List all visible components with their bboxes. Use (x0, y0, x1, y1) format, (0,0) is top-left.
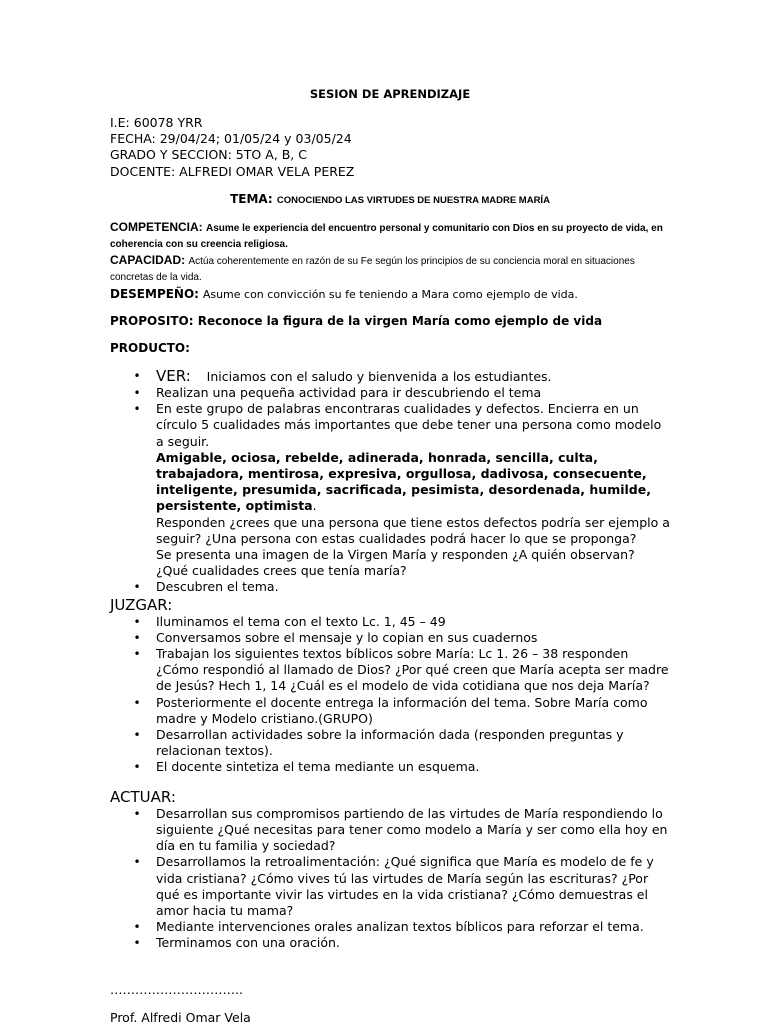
actuar-item-text: Desarrollamos la retroalimentación: ¿Qué significa que María es modelo de fe y vida cristiana? ¿Cómo vives tú las virtudes de María según las escrituras? ¿Por qué es importante vivir las virtudes en la vida cristiana? ¿Cómo demuestras el amor hacia tu mama? (156, 854, 654, 918)
bullet-icon: • (133, 647, 141, 662)
capacidad-block (110, 253, 670, 285)
ver-item (133, 579, 670, 595)
juzgar-item (133, 629, 670, 646)
juzgar-item-text: Iluminamos el tema con el texto Lc. 1, 45 – 49 (156, 613, 446, 629)
juzgar-item (133, 694, 670, 727)
tema-label: TEMA: (230, 191, 273, 206)
ver-item (133, 385, 670, 401)
bullet-icon: • (133, 580, 141, 595)
bullet-icon: • (133, 368, 141, 383)
juzgar-heading: JUZGAR: (110, 595, 173, 614)
actuar-list (110, 806, 670, 952)
tema-value: CONOCIENDO LAS VIRTUDES DE NUESTRA MADRE MARÍA (276, 194, 550, 206)
actuar-item (133, 805, 670, 855)
actuar-item (133, 935, 670, 951)
header-ie: I.E: 60078 YRR (110, 115, 203, 130)
desempeno-block (110, 287, 670, 302)
ver-activity-item (133, 401, 670, 579)
juzgar-item (133, 646, 670, 695)
desempeno-text: Asume con convicción su fe teniendo a Mara como ejemplo de vida. (202, 287, 578, 301)
bullet-icon: • (133, 630, 141, 645)
juzgar-item (133, 727, 670, 759)
competencia-text: Asume le experiencia del encuentro personal y comunitario con Dios en su proyecto de vida, en coherencia con su creencia religiosa. (110, 222, 663, 250)
bullet-icon: • (133, 386, 141, 401)
ver-word-list: Amigable, ociosa, rebelde, adinerada, honrada, sencilla, culta, trabajadora, mentirosa, expresiva, orgullosa, dadivosa, consecuente, inteligente, presumida, sacrificada, pesimista, desordenada, humilde, persistente, optimista (156, 449, 651, 514)
juzgar-item-text: Trabajan los siguientes textos bíblicos sobre María: Lc 1. 26 – 38 responden ¿Cómo respondió al llamado de Dios? ¿Por qué creen que María acepta ser madre de Jesús? Hech 1, 14 ¿Cuál es el modelo de vida cotidiana que nos deja María? (156, 646, 669, 694)
juzgar-item-text: El docente sintetiza el tema mediante un esquema. (156, 759, 480, 775)
header-grado: GRADO Y SECCION: 5TO A, B, C (110, 147, 307, 163)
bullet-icon: • (133, 614, 141, 629)
header-docente: DOCENTE: ALFREDI OMAR VELA PEREZ (110, 163, 355, 179)
signature-dots: ………………………….. (110, 981, 243, 997)
juzgar-item-text: Conversamos sobre el mensaje y lo copian en sus cuadernos (156, 629, 538, 645)
juzgar-item-text: Desarrollan actividades sobre la información dada (responden preguntas y relacionan textos). (156, 727, 624, 759)
competencia-label: COMPETENCIA: (110, 219, 203, 234)
capacidad-text: Actúa coherentemente en razón de su Fe según los principios de su conciencia moral en situaciones concretas de la vida. (110, 255, 635, 283)
bullet-icon: • (133, 806, 141, 821)
ver-heading: VER: (156, 366, 191, 385)
bullet-icon: • (133, 920, 141, 935)
ver-last-text: Descubren el tema. (156, 579, 279, 595)
actuar-item (133, 854, 670, 919)
competencia-block (110, 220, 670, 252)
juzgar-list (110, 614, 670, 776)
actuar-item (133, 919, 670, 935)
header-fecha: FECHA: 29/04/24; 01/05/24 y 03/05/24 (110, 131, 352, 147)
ver-word-list-end: . (312, 498, 317, 514)
bullet-icon: • (133, 695, 141, 710)
ver-question-2: Se presenta una imagen de la Virgen María y responden ¿A quién observan? ¿Qué cualidades crees que tenía maría? (156, 547, 635, 579)
bullet-icon: • (133, 402, 141, 417)
ver-item (133, 366, 670, 385)
ver-item-text: Realizan una pequeña actividad para ir descubriendo el tema (156, 385, 542, 401)
actuar-item-text: Desarrollan sus compromisos partiendo de las virtudes de María respondiendo lo siguiente ¿Qué necesitas para tener como modelo a María y ser como ella hoy en día en tu familia y sociedad? (156, 805, 668, 854)
actuar-item-text: Terminamos con una oración. (156, 935, 340, 951)
signature-name: Prof. Alfredi Omar Vela (110, 1010, 251, 1026)
tema-line (110, 192, 670, 208)
document-title: SESION DE APRENDIZAJE (309, 87, 471, 101)
actuar-item-text: Mediante intervenciones orales analizan textos bíblicos para reforzar el tema. (156, 919, 644, 935)
proposito-line: PROPOSITO: Reconoce la figura de la virgen María como ejemplo de vida (110, 313, 603, 328)
ver-first-text: Iniciamos con el saludo y bienvenida a los estudiantes. (206, 368, 552, 384)
juzgar-item (133, 613, 670, 630)
actuar-heading: ACTUAR: (110, 787, 176, 806)
ver-question-1: Responden ¿crees que una persona que tiene estos defectos podría ser ejemplo a seguir? ¿Una persona con estas cualidades podrá hacer lo que se proponga? (156, 514, 670, 546)
document-content (110, 86, 670, 1026)
bullet-icon: • (133, 855, 141, 870)
capacidad-label: CAPACIDAD: (110, 252, 186, 267)
bullet-icon: • (133, 760, 141, 775)
juzgar-item-text: Posteriormente el docente entrega la información del tema. Sobre María como madre y Modelo cristiano.(GRUPO) (156, 694, 648, 726)
producto-line: PRODUCTO: (110, 340, 190, 355)
juzgar-item (133, 759, 670, 775)
desempeno-label: DESEMPEÑO: (110, 286, 199, 301)
ver-list (110, 368, 670, 596)
bullet-icon: • (133, 936, 141, 951)
bullet-icon: • (133, 728, 141, 743)
ver-activity-intro: En este grupo de palabras encontraras cualidades y defectos. Encierra en un círculo 5 cualidades más importantes que debe tener una persona como modelo a seguir. (156, 401, 662, 449)
